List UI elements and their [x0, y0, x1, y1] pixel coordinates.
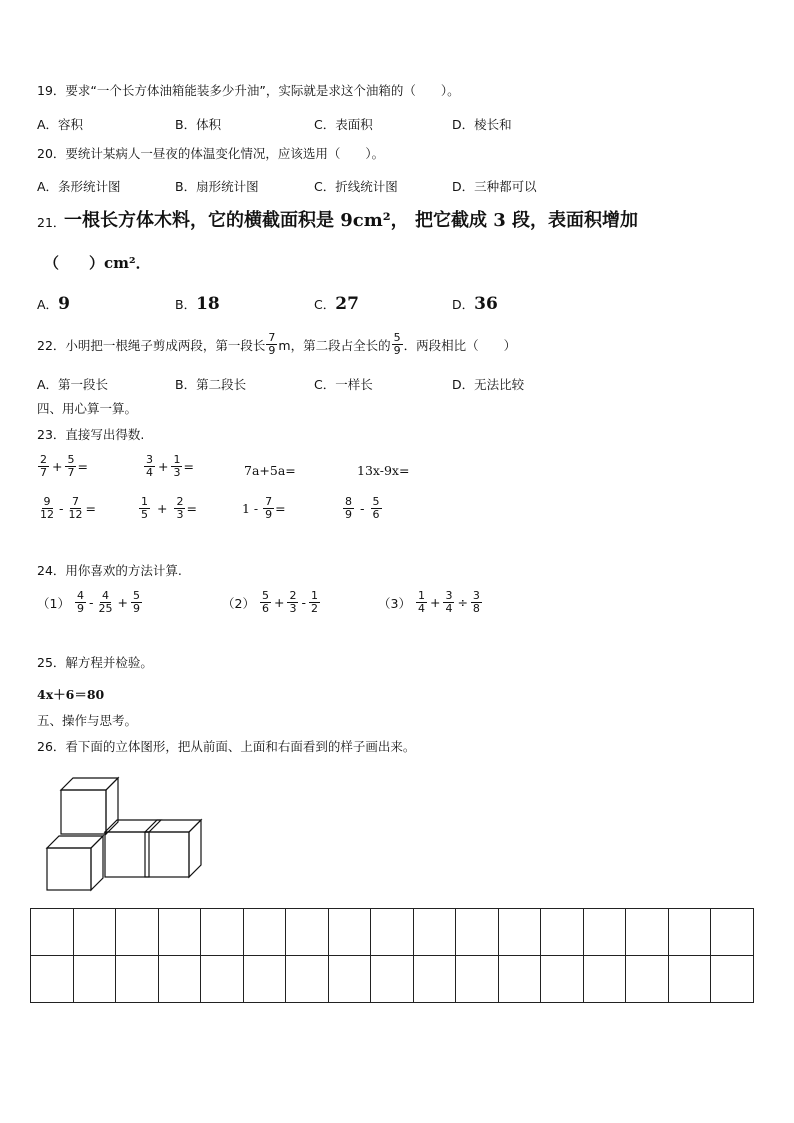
grid-cell[interactable]	[413, 956, 456, 1003]
q24-problem-2: （2） $\frac{5}{6}$ + $\frac{2}{3}$ - $\frac{1}{2}$	[222, 589, 318, 615]
q25-equation: 4x＋6＝80	[37, 687, 105, 702]
q20-option-a: A．条形统计图	[37, 179, 121, 194]
grid-cell[interactable]	[456, 909, 499, 956]
q21-option-c: C．27	[314, 294, 359, 314]
grid-cell[interactable]	[201, 956, 244, 1003]
grid-row	[31, 956, 754, 1003]
grid-cell[interactable]	[371, 956, 414, 1003]
q22-option-d: D．无法比较	[452, 377, 525, 392]
grid-cell[interactable]	[711, 909, 754, 956]
grid-cell[interactable]	[711, 956, 754, 1003]
grid-row	[31, 909, 754, 956]
q21-option-b: B．18	[175, 294, 220, 314]
grid-cell[interactable]	[583, 909, 626, 956]
section-5-heading: 五、操作与思考。	[37, 713, 138, 728]
q20-option-c: C．折线统计图	[314, 179, 398, 194]
q21-stem-line2: （ ）cm²．	[44, 254, 151, 272]
q19-option-a: A．容积	[37, 117, 84, 132]
q21-stem-line1: 一根长方体木料，它的横截面积是 9cm²， 把它截成 3 段，表面积增加	[64, 210, 639, 231]
grid-cell[interactable]	[498, 909, 541, 956]
q23-stem: 23．直接写出得数.	[37, 427, 145, 442]
grid-cell[interactable]	[583, 956, 626, 1003]
grid-cell[interactable]	[668, 909, 711, 956]
q24-stem: 24．用你喜欢的方法计算.	[37, 563, 182, 578]
grid-cell[interactable]	[73, 956, 116, 1003]
grid-cell[interactable]	[31, 956, 74, 1003]
grid-cell[interactable]	[286, 956, 329, 1003]
drawing-grid	[30, 908, 754, 1003]
grid-cell[interactable]	[158, 909, 201, 956]
q22-stem: 22．小明把一根绳子剪成两段，第一段长 $\frac{7}{9}$ m，第二段占全长的 $\frac{5}{9}$ ．两段相比（ ）	[37, 331, 517, 357]
q23-expr-7: 1 - $\frac{7}{9}$ =	[242, 495, 286, 521]
q24-problem-3: （3） $\frac{1}{4}$ + $\frac{3}{4}$ ÷ $\frac{3}{8}$	[378, 589, 480, 615]
q22-option-a: A．第一段长	[37, 377, 109, 392]
grid-cell[interactable]	[498, 956, 541, 1003]
grid-cell[interactable]	[73, 909, 116, 956]
grid-cell[interactable]	[541, 956, 584, 1003]
q22-option-c: C．一样长	[314, 377, 373, 392]
grid-cell[interactable]	[201, 909, 244, 956]
grid-cell[interactable]	[158, 956, 201, 1003]
q23-expr-1: $\frac{2}{7}$ + $\frac{5}{7}$ =	[40, 453, 88, 479]
q21-option-d: D．36	[452, 294, 498, 314]
q22-option-b: B．第二段长	[175, 377, 247, 392]
q23-expr-3: 7a+5a=	[244, 463, 296, 478]
q22-fraction-first: $\frac{7}{9}$	[268, 331, 276, 357]
q26-stem: 26．看下面的立体图形，把从前面、上面和右面看到的样子画出来。	[37, 739, 416, 754]
q21-number: 21．	[37, 215, 66, 230]
cube-solid-figure	[40, 770, 210, 895]
q21-option-a: A．9	[37, 294, 70, 314]
q23-expr-6: $\frac{1}{5}$ + $\frac{2}{3}$ =	[141, 495, 197, 521]
q24-problem-1: （1） $\frac{4}{9}$ - $\frac{4}{25}$ + $\frac{5}{9}$	[37, 589, 140, 615]
grid-cell[interactable]	[243, 956, 286, 1003]
grid-cell[interactable]	[371, 909, 414, 956]
q19-option-c: C．表面积	[314, 117, 373, 132]
q20-stem: 20．要统计某病人一昼夜的体温变化情况，应该选用（ ）。	[37, 146, 385, 161]
q22-fraction-second: $\frac{5}{9}$	[393, 331, 401, 357]
grid-cell[interactable]	[668, 956, 711, 1003]
q23-expr-2: $\frac{3}{4}$ + $\frac{1}{3}$ =	[146, 453, 194, 479]
grid-cell[interactable]	[541, 909, 584, 956]
grid-cell[interactable]	[116, 956, 159, 1003]
grid-cell[interactable]	[328, 909, 371, 956]
grid-cell[interactable]	[286, 909, 329, 956]
q23-expr-4: 13x-9x=	[357, 463, 410, 478]
grid-cell[interactable]	[413, 909, 456, 956]
q19-option-b: B．体积	[175, 117, 222, 132]
q20-option-b: B．扇形统计图	[175, 179, 259, 194]
grid-cell[interactable]	[243, 909, 286, 956]
grid-cell[interactable]	[328, 956, 371, 1003]
grid-cell[interactable]	[456, 956, 499, 1003]
grid-cell[interactable]	[116, 909, 159, 956]
q19-option-d: D．棱长和	[452, 117, 512, 132]
section-4-heading: 四、用心算一算。	[37, 401, 138, 416]
q23-expr-5: $\frac{9}{12}$ - $\frac{7}{12}$ =	[40, 495, 96, 521]
grid-cell[interactable]	[31, 909, 74, 956]
grid-cell[interactable]	[626, 956, 669, 1003]
q20-option-d: D．三种都可以	[452, 179, 537, 194]
q25-stem: 25．解方程并检验。	[37, 655, 153, 670]
q23-expr-8: $\frac{8}{9}$ - $\frac{5}{6}$	[345, 495, 380, 521]
q19-stem: 19．要求“一个长方体油箱能装多少升油”，实际就是求这个油箱的（ ）。	[37, 83, 460, 98]
grid-cell[interactable]	[626, 909, 669, 956]
